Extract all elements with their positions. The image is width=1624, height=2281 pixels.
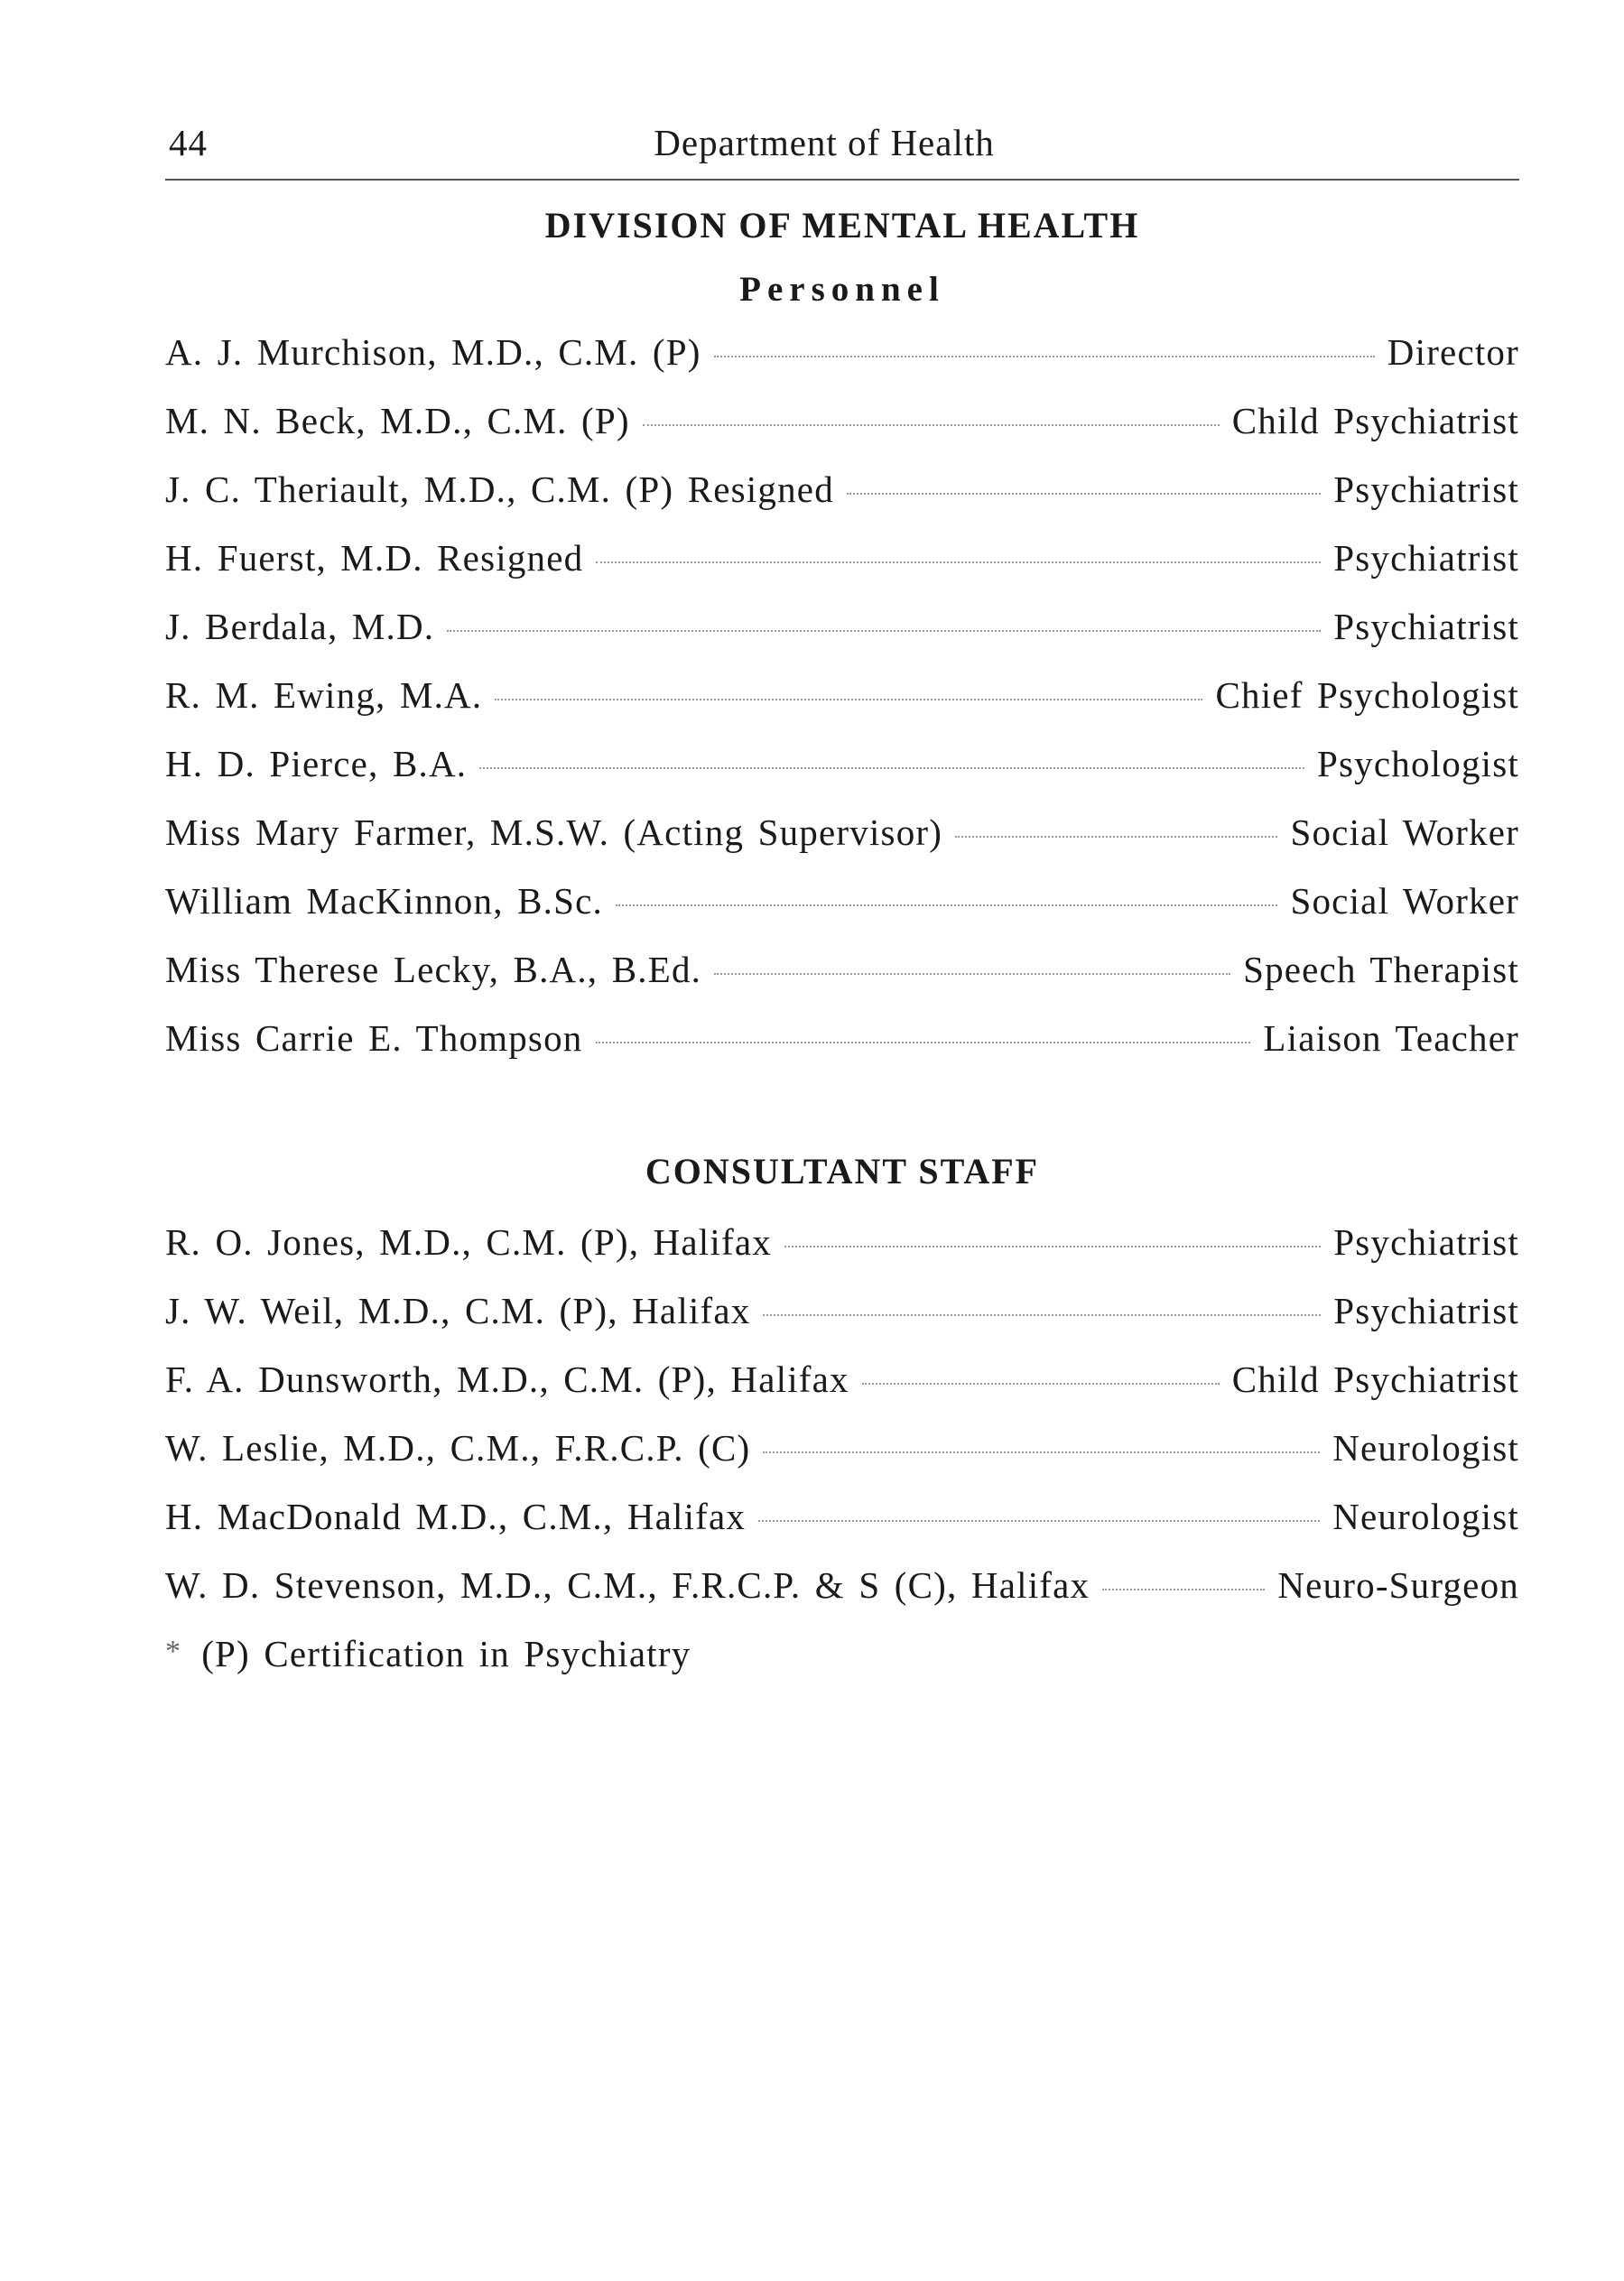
dot-leader [495, 699, 1202, 700]
staff-name: Miss Carrie E. Thompson [165, 1017, 583, 1059]
footnote-mark: * [165, 1635, 182, 1668]
staff-name: Miss Mary Farmer, M.S.W. (Acting Supervisor) [165, 811, 943, 853]
dot-leader [847, 493, 1321, 495]
document-page [165, 108, 1519, 1695]
staff-title: Neurologist [1332, 1496, 1519, 1537]
staff-title: Chief Psychologist [1215, 674, 1519, 716]
personnel-row [165, 673, 1519, 742]
staff-name: R. O. Jones, M.D., C.M. (P), Halifax [165, 1221, 772, 1263]
dot-leader [643, 424, 1220, 426]
personnel-row [165, 536, 1519, 605]
staff-title: Social Worker [1290, 811, 1519, 853]
dot-leader [763, 1314, 1321, 1316]
personnel-row [165, 468, 1519, 536]
staff-name: A. J. Murchison, M.D., C.M. (P) [165, 331, 701, 373]
staff-title: Social Worker [1290, 880, 1519, 922]
personnel-row [165, 330, 1519, 399]
staff-name: J. C. Theriault, M.D., C.M. (P) Resigned [165, 468, 834, 510]
page-number: 44 [169, 122, 208, 163]
personnel-row [165, 879, 1519, 948]
consultant-title: CONSULTANT STAFF [645, 1151, 1040, 1191]
staff-name: M. N. Beck, M.D., C.M. (P) [165, 400, 630, 441]
staff-name: W. D. Stevenson, M.D., C.M., F.R.C.P. & S (C), Halifax [165, 1564, 1090, 1606]
consultant-list [165, 1220, 1519, 1632]
personnel-row [165, 742, 1519, 811]
staff-title: Liaison Teacher [1263, 1017, 1519, 1059]
staff-title: Child Psychiatrist [1231, 1358, 1519, 1400]
personnel-row [165, 948, 1519, 1016]
personnel-row [165, 1016, 1519, 1085]
section-spacer [165, 1085, 1519, 1148]
staff-title: Psychiatrist [1333, 1290, 1519, 1331]
consultant-row [165, 1358, 1519, 1426]
staff-title: Neurologist [1332, 1427, 1519, 1469]
dot-leader [714, 356, 1375, 357]
running-header [165, 108, 1519, 172]
running-title: Department of Health [654, 122, 995, 163]
dot-leader [596, 561, 1321, 563]
division-title: DIVISION OF MENTAL HEALTH [544, 205, 1140, 246]
staff-title: Neuro-Surgeon [1277, 1564, 1519, 1606]
consultant-row [165, 1563, 1519, 1632]
staff-name: H. D. Pierce, B.A. [165, 743, 468, 784]
consultant-row [165, 1495, 1519, 1563]
division-subtitle: Personnel [739, 270, 945, 309]
consultant-row [165, 1289, 1519, 1358]
consultant-row [165, 1426, 1519, 1495]
dot-leader [447, 630, 1321, 632]
personnel-row [165, 811, 1519, 879]
staff-name: F. A. Dunsworth, M.D., C.M. (P), Halifax [165, 1358, 849, 1400]
staff-name: H. Fuerst, M.D. Resigned [165, 537, 584, 579]
dot-leader [596, 1042, 1251, 1043]
staff-title: Psychiatrist [1333, 468, 1519, 510]
dot-leader [784, 1246, 1321, 1247]
staff-title: Psychiatrist [1333, 606, 1519, 647]
dot-leader [763, 1451, 1320, 1453]
dot-leader [758, 1520, 1320, 1522]
staff-title: Speech Therapist [1243, 949, 1519, 990]
dot-leader [862, 1383, 1220, 1385]
staff-name: J. Berdala, M.D. [165, 606, 435, 647]
personnel-row [165, 399, 1519, 468]
header-rule [165, 179, 1519, 181]
dot-leader [1102, 1589, 1265, 1590]
staff-name: R. M. Ewing, M.A. [165, 674, 483, 716]
dot-leader [479, 767, 1304, 769]
consultant-row [165, 1220, 1519, 1289]
staff-name: W. Leslie, M.D., C.M., F.R.C.P. (C) [165, 1427, 751, 1469]
dot-leader [616, 904, 1278, 906]
staff-name: Miss Therese Lecky, B.A., B.Ed. [165, 949, 702, 990]
staff-title: Psychologist [1317, 743, 1519, 784]
footnote [165, 1632, 1519, 1695]
staff-name: J. W. Weil, M.D., C.M. (P), Halifax [165, 1290, 751, 1331]
personnel-row [165, 605, 1519, 673]
footnote-text: (P) Certification in Psychiatry [201, 1633, 691, 1674]
dot-leader [714, 973, 1230, 975]
staff-title: Psychiatrist [1333, 537, 1519, 579]
staff-title: Child Psychiatrist [1231, 400, 1519, 441]
personnel-list [165, 330, 1519, 1085]
staff-name: H. MacDonald M.D., C.M., Halifax [165, 1496, 747, 1537]
staff-title: Psychiatrist [1333, 1221, 1519, 1263]
staff-title: Director [1387, 331, 1519, 373]
staff-name: William MacKinnon, B.Sc. [165, 880, 603, 922]
dot-leader [955, 836, 1277, 838]
